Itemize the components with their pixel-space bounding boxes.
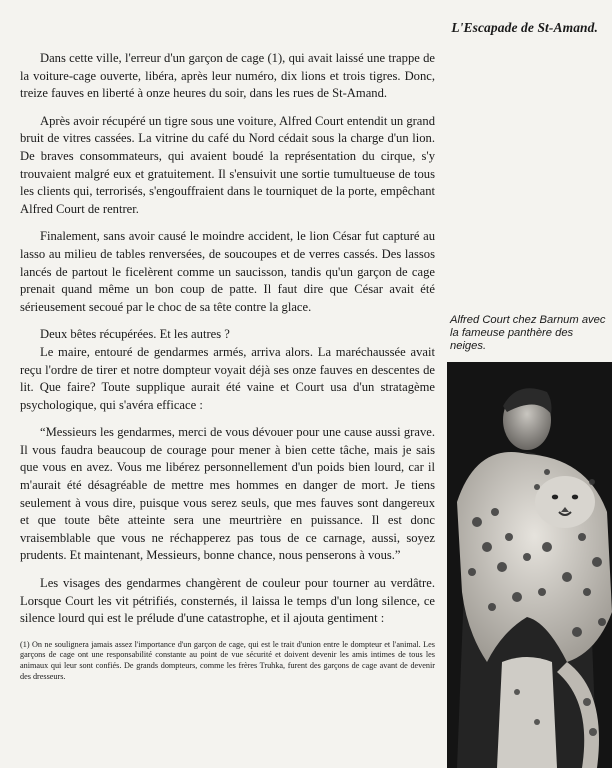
photo-court-with-snow-leopard bbox=[447, 362, 612, 768]
article-body bbox=[20, 50, 435, 682]
paragraph: Dans cette ville, l'erreur d'un garçon de cage (1), qui avait laissé une trappe de la voiture-cage ouverte, libéra, après leur numéro, dix lions et trois tigres. Donc, treize fauves en liberté à onze heures du soir, dans les rues de St-Amand. bbox=[20, 51, 435, 101]
paragraph: Les visages des gendarmes changèrent de couleur pour tourner au verdâtre. Lorsque Court les vit pétrifiés, consternés, il laissa le temps d'un long silence, ce silence lourd qui est le prélude d'une catastrophe, et il ajouta gentiment : bbox=[20, 576, 435, 626]
footnote: (1) On ne soulignera jamais assez l'importance d'un garçon de cage, qui est le trait d'union entre le dompteur et l'animal. Les garçons de cage ont une responsabilité constante au point de vue sécurité et doivent devenir les amis intimes de tous les animaux qui leur sont confiés. De grands dompteurs, comme les frères Truhka, furent des garçons de cage avant de devenir des dresseurs. bbox=[20, 639, 435, 681]
leopard-head bbox=[535, 476, 595, 528]
paragraph: Le maire, entouré de gendarmes armés, arriva alors. La maréchaussée avait reçu l'ordre de tirer et notre dompteur voyait déjà ses onze fauves en descentes de lit. Que faire? Toute supplique aurait été vaine et Court usa d'un stratagème psychologique, qui s'avéra efficace : bbox=[20, 344, 435, 412]
paragraph: Après avoir récupéré un tigre sous une voiture, Alfred Court entendit un grand bruit de vitres cassées. La vitrine du café du Nord cédait sous la charge d'un lion. De braves consommateurs, qui avaient boudé la représentation du cirque, s'y trouvaient malgré eux et gratuitement. Il s'ensuivit une sortie tumultueuse de tous les clients qui, terrorisés, s'engouffraient dans le tourniquet de la porte, empêchant Alfred Court de rentrer. bbox=[20, 113, 435, 216]
quote-paragraph: “Messieurs les gendarmes, merci de vous dévouer pour une cause aussi grave. Il vous faudra beaucoup de courage pour mener à bien cette tâche, mais je sais que vous en avez. Vous me libérez personnellement d'un poids bien lourd, car il m'aurait été désagréable de mettre mes hommes en danger de mort. Je tiens seulement à vous dire, puisque vous serez seuls, que mes fauves sont dangereux et que toute bête atteinte sera une meurtrière en puissance. Il est donc vraisemblable que vous ne réchapperez pas tous de ce carnage, aussi, soyez prudents. Et maintenant, Messieurs, bonne chance, nous penserons à vous.” bbox=[20, 425, 435, 563]
paragraph: Finalement, sans avoir causé le moindre accident, le lion César fut capturé au lasso au milieu de tables renversées, de soucoupes et de verres cassés. Des lassos lancés de partout le ficelèrent comme un saucisson, tandis qu'un garçon de cage prenait quand même un bon coup de patte. Il faut dire que César avait été sérieusement secoué par le choc de sa tête contre la glace. bbox=[20, 229, 435, 314]
photo-caption: Alfred Court chez Barnum avec la fameuse panthère des neiges. bbox=[450, 314, 606, 352]
running-header: L'Escapade de St-Amand. bbox=[451, 20, 598, 35]
man-trousers bbox=[497, 657, 557, 768]
paragraph: Deux bêtes récupérées. Et les autres ? bbox=[40, 327, 230, 342]
photo-illustration bbox=[447, 362, 612, 768]
